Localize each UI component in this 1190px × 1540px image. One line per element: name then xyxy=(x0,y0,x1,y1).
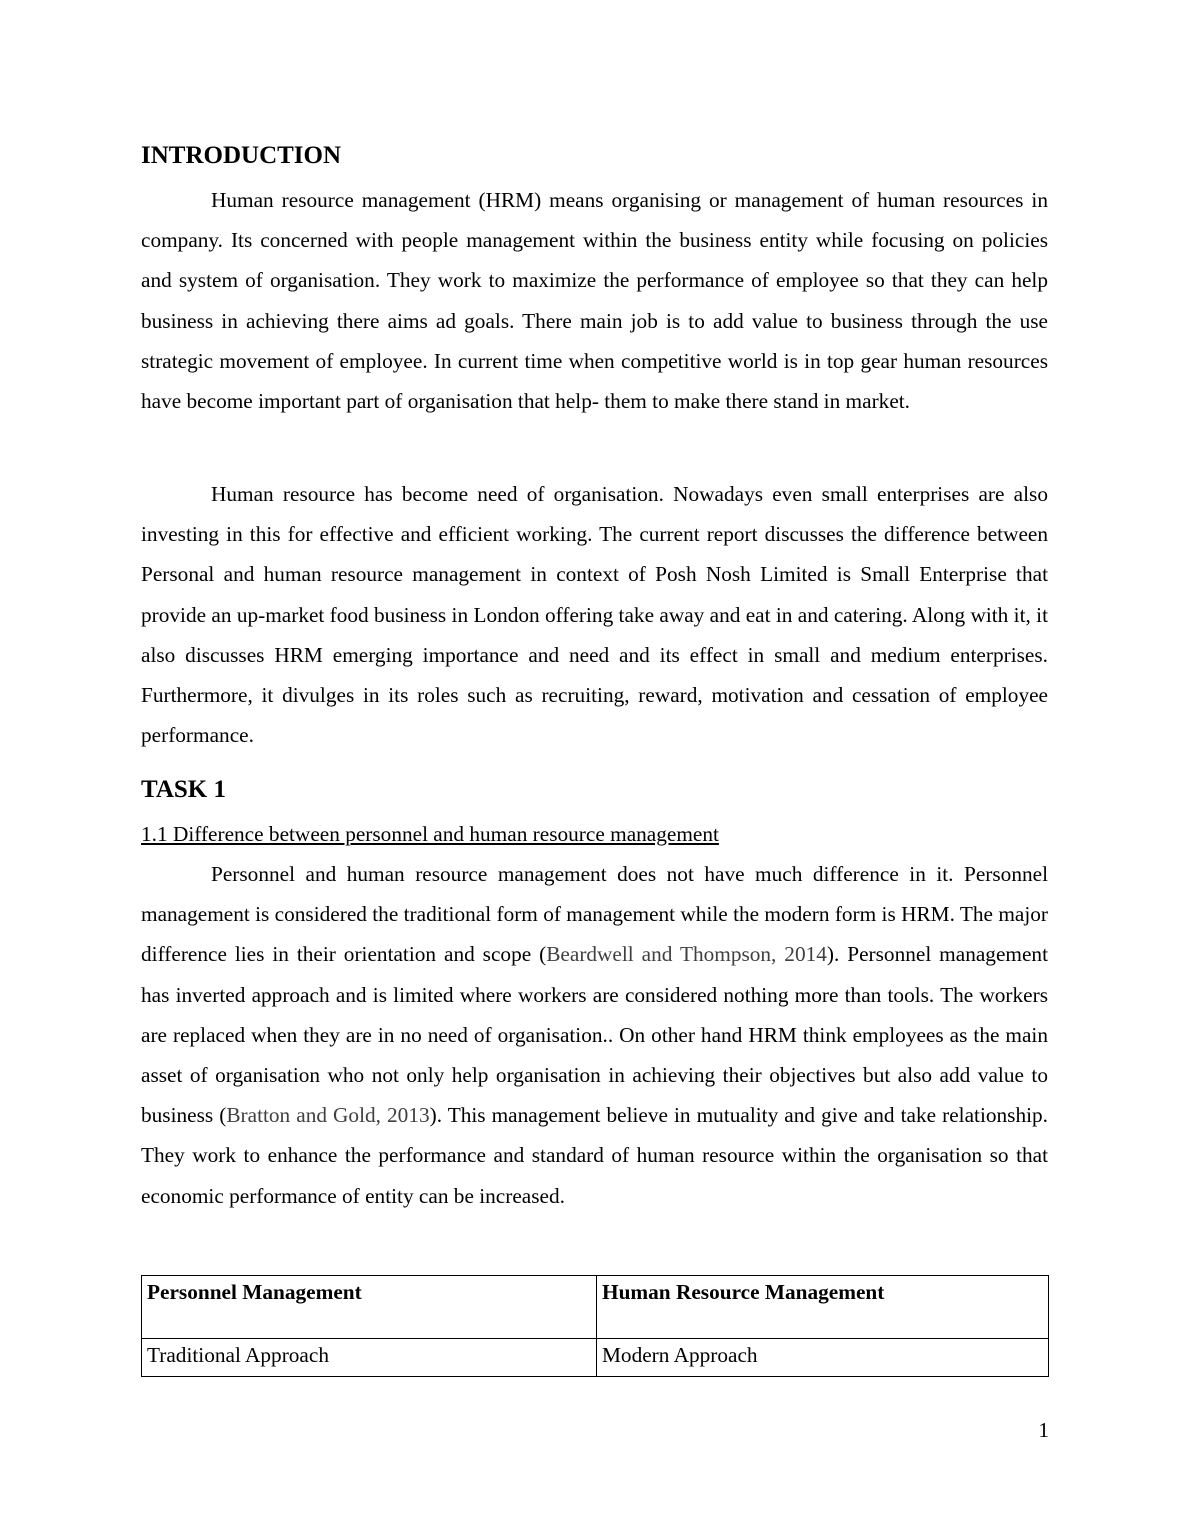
task1-subheading: 1.1 Difference between personnel and human resource management xyxy=(141,822,719,846)
task1-paragraph-part-a: Personnel and human resource management does not have much difference in it. Personnel management is considered the traditional form of management while the modern form is HRM. The major difference lies in their orientation and scope ( xyxy=(141,862,1048,967)
table-row xyxy=(142,1339,1049,1377)
page-number: 1 xyxy=(1038,1418,1049,1442)
task1-heading: TASK 1 xyxy=(141,776,226,803)
task1-paragraph-part-c: ). This management believe in mutuality and give and take relationship. They work to enhance the performance and standard of human resource within the organisation so that economic performance of entity can be increased. xyxy=(141,1103,1048,1208)
intro-paragraph-1: Human resource management (HRM) means organising or management of human resources in company. Its concerned with people management within the business entity while focusing on policies and system of organisation. They work to maximize the performance of employee so that they can help business in achieving there aims ad goals. There main job is to add value to business through the use strategic movement of employee. In current time when competitive world is in top gear human resources have become important part of organisation that help- them to make there stand in market. xyxy=(141,188,1048,414)
citation-beardwell-thompson: Beardwell and Thompson, 2014 xyxy=(546,942,827,967)
task1-paragraph xyxy=(141,854,1048,1216)
intro-heading: INTRODUCTION xyxy=(141,142,342,169)
intro-paragraph-2: Human resource has become need of organisation. Nowadays even small enterprises are also investing in this for effective and efficient working. The current report discusses the difference between Personal and human resource management in context of Posh Nosh Limited is Small Enterprise that provide an up-market food business in London offering take away and eat in and catering. Along with it, it also discusses HRM emerging importance and need and its effect in small and medium enterprises. Furthermore, it divulges in its roles such as recruiting, reward, motivation and cessation of employee performance. xyxy=(141,482,1048,748)
table-cell: Modern Approach xyxy=(597,1339,1049,1377)
table-header-personnel: Personnel Management xyxy=(142,1276,597,1339)
comparison-table xyxy=(141,1275,1049,1377)
table-header-row xyxy=(142,1276,1049,1339)
task1-paragraph-part-b: ). Personnel management has inverted approach and is limited where workers are considered nothing more than tools. The workers are replaced when they are in no need of organisation.. On other hand HRM think employees as the main asset of organisation who not only help organisation in achieving their objectives but also add value to business ( xyxy=(141,942,1048,1128)
table-cell: Traditional Approach xyxy=(142,1339,597,1377)
citation-bratton-gold: Bratton and Gold, 2013 xyxy=(226,1103,430,1128)
table-header-hrm: Human Resource Management xyxy=(597,1276,1049,1339)
